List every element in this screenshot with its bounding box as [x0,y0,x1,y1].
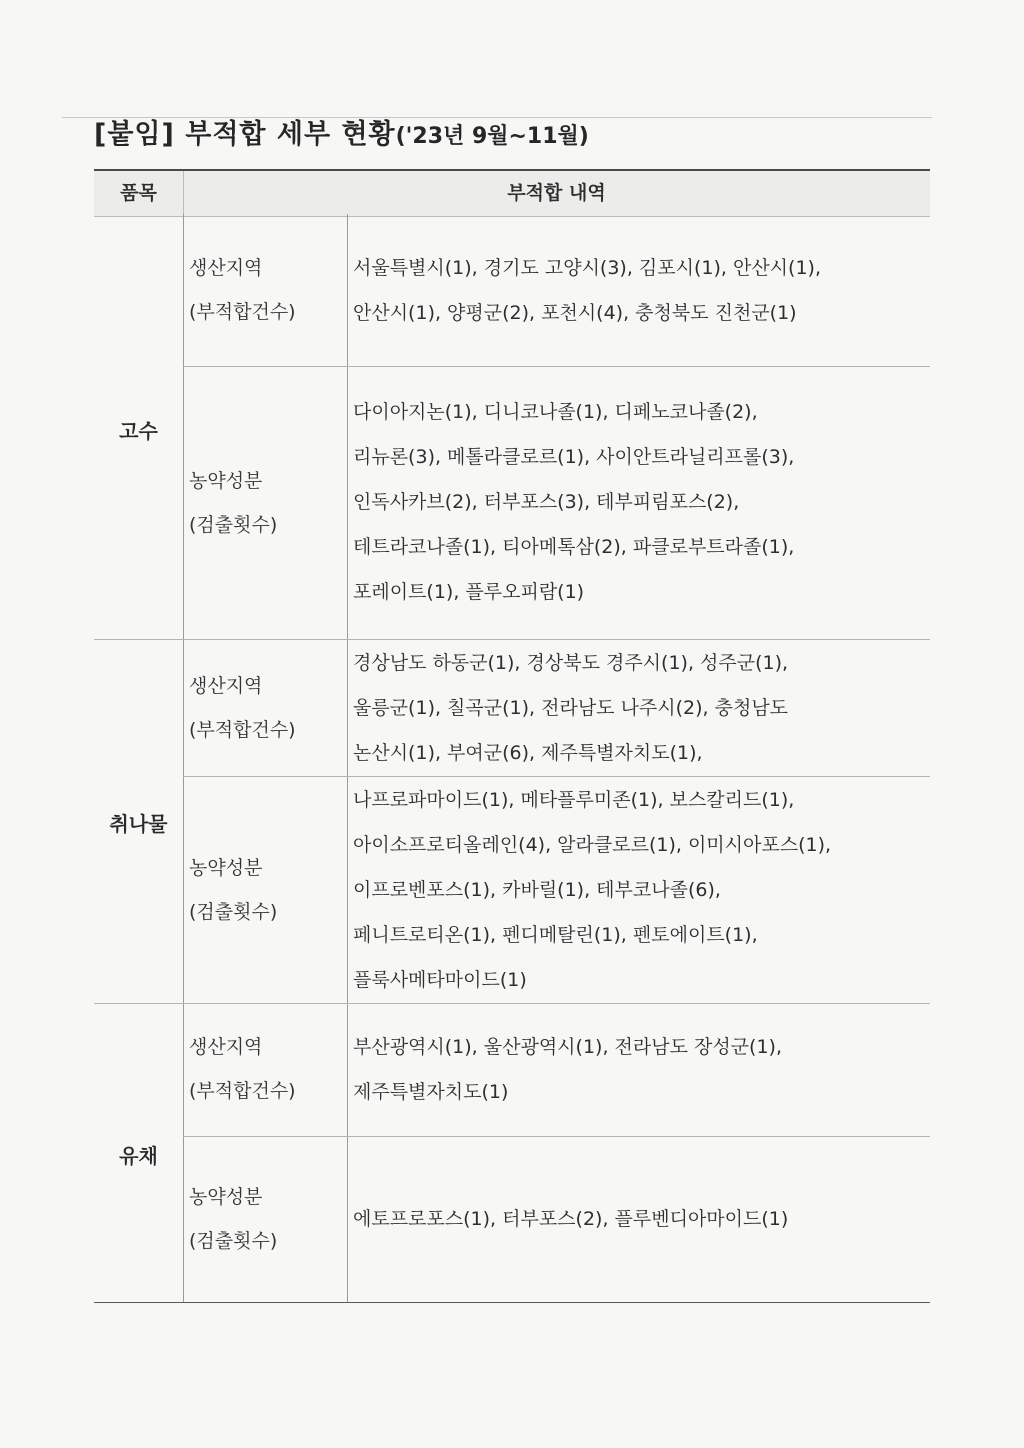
pesticide-label-line: 농약성분 [189,1186,263,1208]
pesticide-label-line: 농약성분 [189,470,263,492]
pesticide-detail [353,390,794,615]
region-label [189,246,296,334]
detail-line: 나프로파마이드(1), 메타플루미존(1), 보스칼리드(1), [353,789,795,811]
detail-line: 포레이트(1), 플루오피람(1) [353,581,585,603]
group-divider [94,639,930,640]
row-divider [183,776,930,777]
detail-line: 아이소프로티올레인(4), 알라클로르(1), 이미시아포스(1), [353,834,832,856]
detail-line: 페니트로티온(1), 펜디메탈린(1), 펜토에이트(1), [353,924,758,946]
region-label [189,664,296,752]
page-title [94,112,589,151]
pesticide-label [189,1175,277,1263]
group-divider [94,1003,930,1004]
region-detail [353,641,788,776]
detail-line: 논산시(1), 부여군(6), 제주특별자치도(1), [353,742,703,764]
detail-line: 테트라코나졸(1), 티아메톡삼(2), 파클로부트라졸(1), [353,536,795,558]
pesticide-label [189,846,277,934]
pesticide-label [189,459,277,547]
pesticide-label-line: 농약성분 [189,857,263,879]
row-divider [183,1136,930,1137]
item-name: 취나물 [109,812,168,836]
pesticide-detail [353,1197,788,1242]
detail-line: 이프로벤포스(1), 카바릴(1), 테부코나졸(6), [353,879,721,901]
region-label-line: 생산지역 [189,257,263,279]
detail-line: 부산광역시(1), 울산광역시(1), 전라남도 장성군(1), [353,1036,782,1058]
detail-line: 서울특별시(1), 경기도 고양시(3), 김포시(1), 안산시(1), [353,257,821,279]
detail-line: 경상남도 하동군(1), 경상북도 경주시(1), 성주군(1), [353,652,789,674]
pesticide-label-line: (검출횟수) [189,514,278,536]
detail-line: 인독사카브(2), 터부포스(3), 테부피림포스(2), [353,491,740,513]
row-divider [183,366,930,367]
title-period: ('23년 9월~11월) [395,124,589,149]
item-name: 유채 [119,1144,158,1168]
pesticide-label-line: (검출횟수) [189,901,278,923]
region-detail [353,246,821,336]
detail-line: 플룩사메타마이드(1) [353,969,527,991]
pesticide-detail [353,778,831,1003]
column-divider-label [347,214,348,1303]
region-label-line: (부적합건수) [189,1080,296,1102]
detail-line: 에토프로포스(1), 터부포스(2), 플루벤디아마이드(1) [353,1208,789,1230]
item-name: 고수 [119,419,158,443]
region-label-line: (부적합건수) [189,719,296,741]
table-bottom-rule [94,1302,930,1303]
header-item: 품목 [120,182,157,204]
detail-line: 리뉴론(3), 메톨라클로르(1), 사이안트라닐리프롤(3), [353,446,795,468]
region-detail [353,1025,782,1115]
detail-line: 울릉군(1), 칠곡군(1), 전라남도 나주시(2), 충청남도 [353,697,789,719]
title-main: [붙임] 부적합 세부 현황 [94,119,396,150]
region-label-line: (부적합건수) [189,301,296,323]
region-label [189,1025,296,1113]
header-detail: 부적합 내역 [507,182,606,204]
column-divider-item [183,214,184,1303]
detail-line: 제주특별자치도(1) [353,1081,509,1103]
detail-line: 안산시(1), 양평군(2), 포천시(4), 충청북도 진천군(1) [353,302,797,324]
pesticide-label-line: (검출횟수) [189,1230,278,1252]
detail-line: 다이아지논(1), 디니코나졸(1), 디페노코나졸(2), [353,401,758,423]
table-header [94,169,930,217]
region-label-line: 생산지역 [189,675,263,697]
region-label-line: 생산지역 [189,1036,263,1058]
